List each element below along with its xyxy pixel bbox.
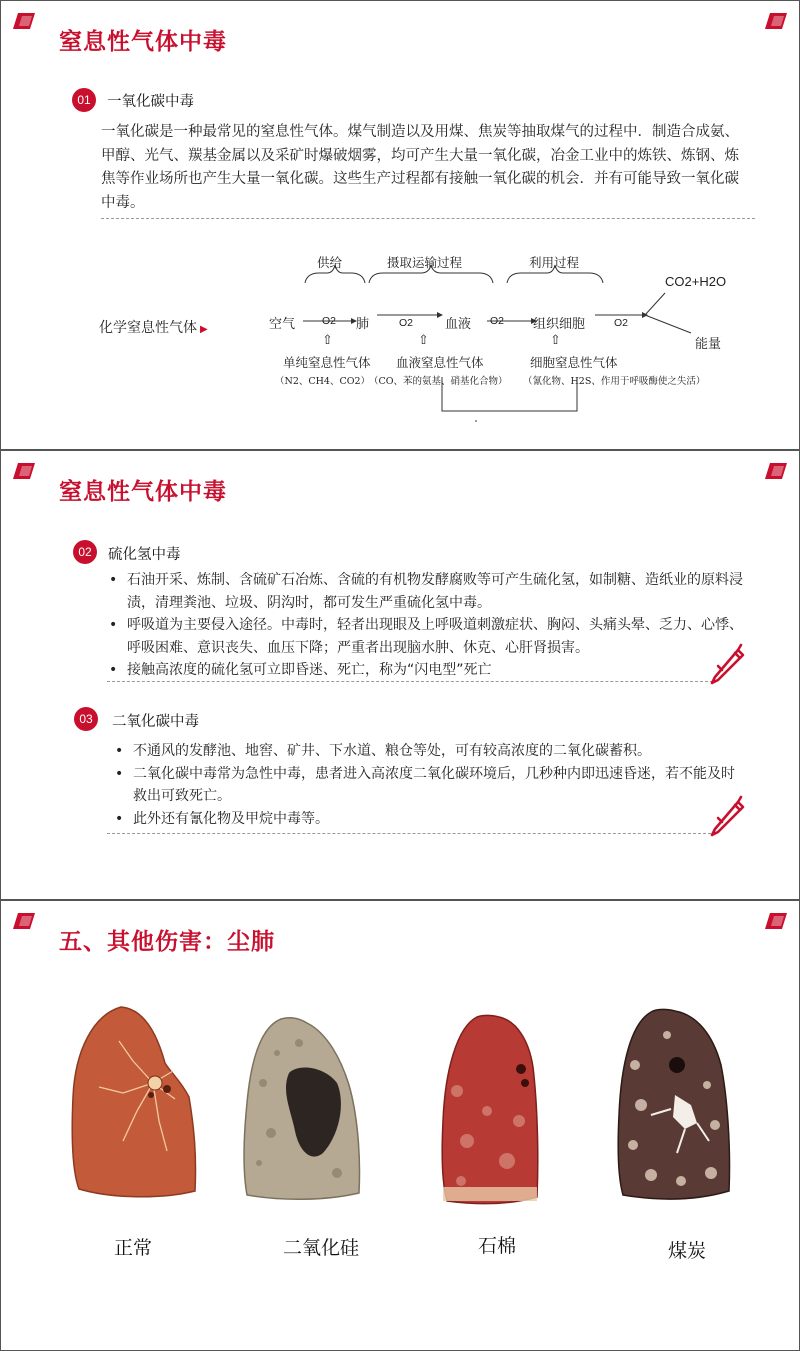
section-number-badge: 01: [72, 88, 96, 112]
list-item: • 接触高浓度的硫化氢可立即昏迷、死亡，称为“闪电型”死亡: [107, 659, 747, 682]
list-item: • 此外还有氰化物及甲烷中毒等。: [113, 808, 735, 831]
list-item: • 二氧化碳中毒常为急性中毒，患者进入高浓度二氧化碳环境后，几秒种内即迅速昏迷，若不能及时救出可致死亡。: [113, 763, 735, 808]
energy-label: 能量: [695, 337, 722, 352]
co-description-paragraph: 一氧化碳是一种最常见的窒息性气体。煤气制造以及用煤、焦炭等抽取煤气的过程中．制造合成氨、甲醇、光气、羰基金属以及采矿时爆破烟雾，均可产生大量一氧化碳，冶金工业中的炼铁、炼钢、炼焦等作业场所也产生大量一氧化碳。这些生产过程都有接触一氧化碳的机会．并有可能导致一氧化碳中毒。: [101, 124, 739, 211]
silicosis-lung-image: [237, 1013, 367, 1203]
up-arrow-icon: ⇧: [550, 333, 561, 348]
section-number-badge: 02: [73, 540, 97, 564]
slide-co-poisoning: [0, 0, 800, 450]
products-label: CO2+H2O: [665, 274, 727, 289]
slide-h2s-co2-poisoning: [0, 450, 800, 900]
o2-label: O2: [322, 315, 337, 327]
section-title: 硫化氢中毒: [108, 547, 181, 563]
gas-type-cell-examples: （氰化物、H2S、作用于呼吸酶使之失活）: [523, 376, 706, 387]
pen-icon: [705, 641, 749, 685]
slide-title: 窒息性气体中毒: [59, 29, 227, 55]
list-item: • 不通风的发酵池、地窖、矿井、下水道、粮仓等处，可有较高浓度的二氧化碳蓄积。: [113, 740, 735, 763]
o2-label: O2: [399, 317, 414, 329]
coal-workers-lung-image: [611, 1005, 737, 1205]
stage-transport-label: 摄取运输过程: [387, 255, 463, 270]
corner-logo-icon: [765, 463, 787, 479]
lung-label-silica: 二氧化硅: [282, 1237, 359, 1259]
gas-type-blood-examples: （CO、苯的氨基、硝基化合物）: [369, 376, 508, 387]
section-title: 二氧化碳中毒: [112, 714, 199, 730]
stage-use-label: 利用过程: [529, 255, 580, 270]
section-title: 一氧化碳中毒: [107, 94, 194, 110]
h2s-bullet-list: [107, 569, 747, 682]
list-item: • 呼吸道为主要侵入途径。中毒时，轻者出现眼及上呼吸道刺激症状、胸闷、头痛头晕、乏力、心悸、呼吸困难、意识丧失、血压下降；严重者出现脑水肿、休克、心肝肾损害。: [107, 614, 747, 659]
section-number-badge: 03: [74, 707, 98, 731]
up-arrow-icon: ⇧: [322, 333, 333, 348]
corner-logo-icon: [765, 913, 787, 929]
asbestosis-lung-image: [437, 1011, 543, 1207]
divider: [107, 833, 711, 834]
node-lung: 肺: [356, 317, 370, 332]
list-item: • 石油开采、炼制、含硫矿石冶炼、含硫的有机物发酵腐败等可产生硫化氢，如制糖、造纸业的原料浸渍，清理粪池、垃圾、阴沟时，都可发生严重硫化氢中毒。: [107, 569, 747, 614]
divider: [107, 681, 713, 682]
gas-type-simple: 单纯窒息性气体: [283, 355, 371, 370]
corner-logo-icon: [13, 463, 35, 479]
co2-bullet-list: [113, 740, 735, 830]
corner-logo-icon: [13, 913, 35, 929]
node-cell: 组织细胞: [533, 317, 586, 332]
stage-supply-label: 供给: [317, 255, 343, 270]
slide-title: 窒息性气体中毒: [59, 479, 227, 505]
slide-pneumoconiosis: [0, 900, 800, 1351]
diagram-left-label: 化学窒息性气体 ▶: [99, 320, 208, 336]
lung-label-normal: 正常: [113, 1237, 152, 1259]
lung-label-asbestos: 石棉: [477, 1235, 516, 1257]
lung-label-coal: 煤炭: [667, 1240, 706, 1262]
o2-label: O2: [490, 315, 505, 327]
pen-icon: [705, 793, 749, 837]
up-arrow-icon: ⇧: [418, 333, 429, 348]
gas-type-simple-examples: （N2、CH4、CO2）: [275, 376, 371, 387]
o2-label: O2: [614, 317, 629, 329]
normal-lung-image: [63, 1001, 203, 1201]
node-air: 空气: [269, 317, 296, 332]
node-blood: 血液: [445, 317, 472, 332]
gas-type-cell: 细胞窒息性气体: [530, 355, 618, 370]
gas-type-blood: 血液窒息性气体: [396, 355, 484, 370]
slide-title: 五、其他伤害：尘肺: [59, 929, 275, 955]
